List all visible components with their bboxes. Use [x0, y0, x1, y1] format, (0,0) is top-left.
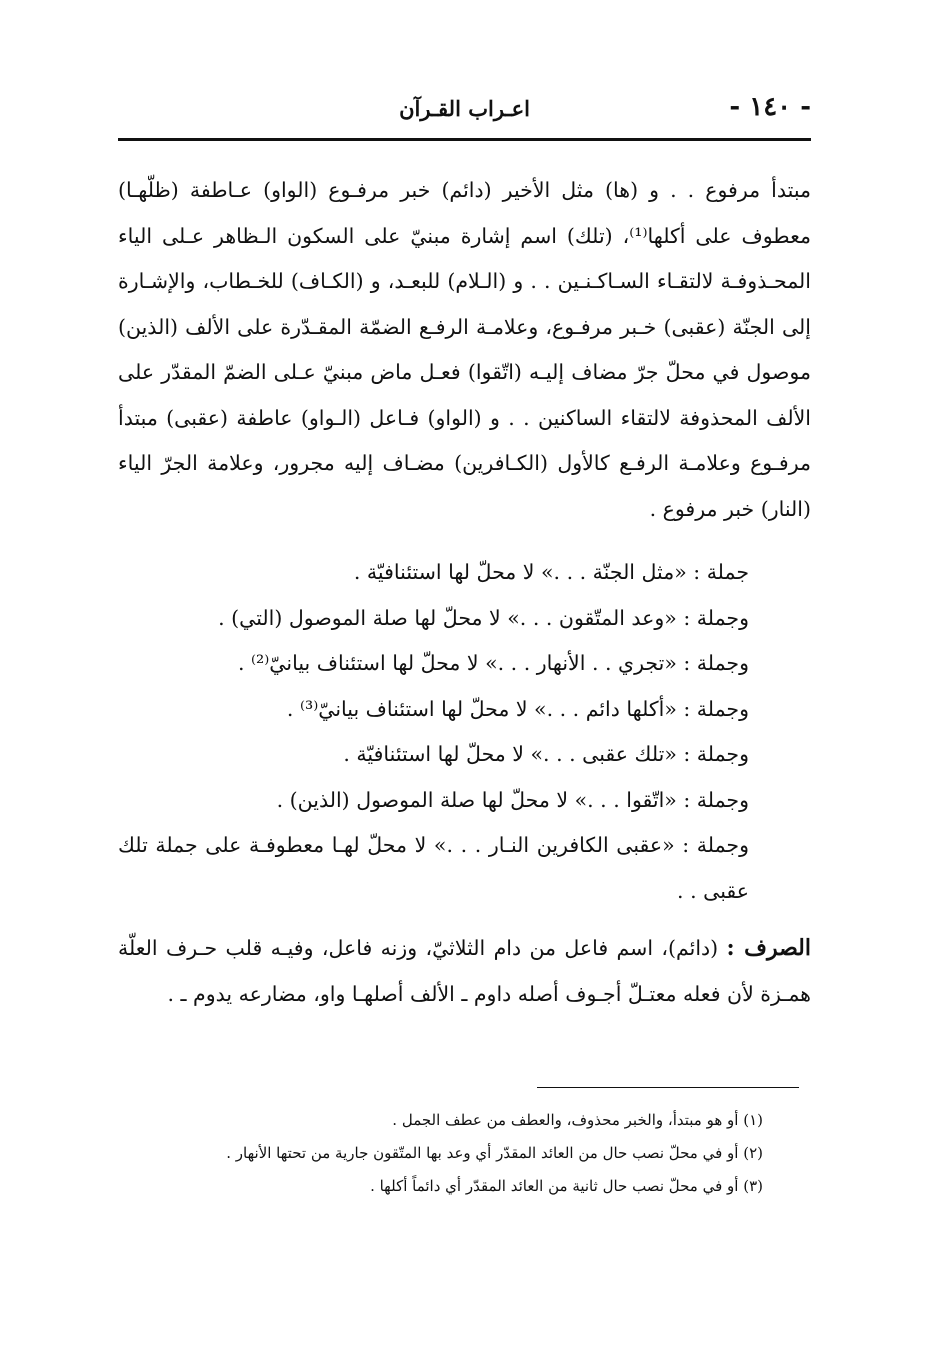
- header-rule: [118, 138, 811, 141]
- footnote-separator: [537, 1087, 799, 1088]
- sarf-heading: الصرف :: [726, 935, 811, 961]
- footnotes: [118, 1104, 811, 1203]
- footnote-1: (١) أو هو مبتدأ، والخبر محذوف، والعطف من عطف الجمل .: [392, 1111, 763, 1129]
- page-header: [118, 92, 811, 138]
- sentence-item: وجملة : «اتّقوا . . .» لا محلّ لها صلة الموصول (الذين) .: [276, 787, 749, 812]
- sentence-item: وجملة : «عقبى الكافرين النـار . . .» لا محلّ لهـا معطوفـة على جملة تلك عقبى . .: [118, 833, 749, 903]
- sarf-section: [118, 926, 811, 1017]
- sentence-item: جملة : «مثل الجنّة . . .» لا محلّ لها استئنافيّة .: [353, 560, 749, 584]
- sentence-item: وجملة : «أكلها دائم . . .» لا محلّ لها استئناف بيانيّ⁽³⁾ .: [286, 696, 749, 721]
- footnote-2: (٢) أو في محلّ نصب حال من العائد المقدّر أي وعد بها المتّقون جارية من تحتها الأنهار .: [226, 1144, 763, 1162]
- main-paragraph: [118, 168, 811, 532]
- sentence-item: وجملة : «تلك عقبى . . .» لا محلّ لها استئنافيّة .: [343, 742, 749, 766]
- paragraph-text: مبتدأ مرفوع . . و (ها) مثل الأخير (دائم) خبر مرفـوع (الواو) عـاطفة (ظلّهـا) معطوف على أكلها⁽¹⁾، (تلك) اسم إشارة مبنيّ على السكون الـظاهر عـلى الياء المحـذوفـة لالتقـاء السـاكـنـين . . و (الـلام) للبعـد، و (الكـاف) للخـطاب، والإشـارة إلى الجنّة (عقبى) خـبر مرفـوع، وعلامـة الرفـع الضمّة المقـدّرة على الألف (الذين) موصول في محلّ جرّ مضاف إليـه (اتّقوا) فعـل ماض مبنيّ عـلى الضمّ المقدّر على الألف المحذوفة لالتقاء الساكنين . . و (الواو) فـاعل (الـواو) عاطفة (عقبى) مبتدأ مرفـوع وعلامـة الرفـع كالأول (الكـافرين) مضـاف إليه مجرور، وعلامة الجرّ الياء (النار) خبر مرفوع .: [118, 178, 811, 521]
- page-number: - ١٤٠ -: [729, 92, 811, 122]
- sentence-list: [118, 550, 811, 914]
- sentence-item: وجملة : «وعد المتّقون . . .» لا محلّ لها صلة الموصول (التي) .: [218, 605, 749, 630]
- sarf-text: (دائم)، اسم فاعل من دام الثلاثيّ، وزنه فاعل، وفيـه قلب حـرف العلّة همـزة لأن فعله معتـلّ أجـوف أصله داوم ـ الألف أصلهـا واو، مضارعه يدوم ـ .: [118, 936, 811, 1006]
- running-title: اعـراب القـرآن: [399, 96, 530, 121]
- sentence-item: وجملة : «تجري . . الأنهار . . .» لا محلّ لها استئناف بيانيّ⁽²⁾ .: [237, 651, 749, 675]
- footnote-3: (٣) أو في محلّ نصب حال ثانية من العائد المقدّر أي دائماً أكلها .: [370, 1177, 763, 1195]
